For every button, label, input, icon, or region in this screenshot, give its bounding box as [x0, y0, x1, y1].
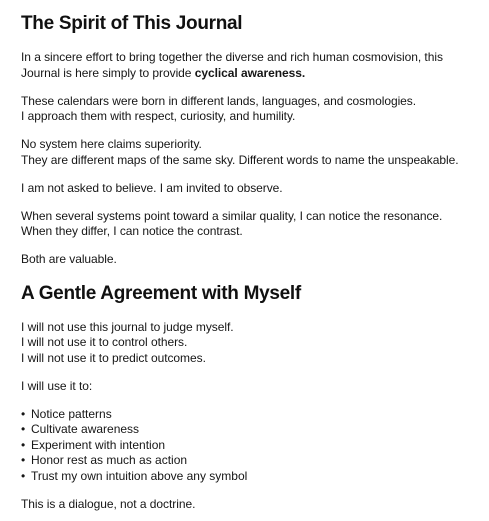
agreement-line-3: I will not use it to predict outcomes. [21, 350, 206, 365]
intro-line-2: Journal is here simply to provide cyclical awareness. [21, 65, 306, 80]
intro-bold-phrase: cyclical awareness. [194, 65, 306, 80]
superiority-paragraph [21, 137, 479, 168]
bullet-icon: • [21, 468, 26, 483]
observe-paragraph: I am not asked to believe. I am invited to observe. [21, 180, 283, 195]
intentions-list [21, 407, 479, 485]
calendars-line-1: These calendars were born in different lands, languages, and cosmologies. [21, 93, 417, 108]
resonance-paragraph [21, 209, 479, 240]
superiority-line-1: No system here claims superiority. [21, 137, 202, 151]
resonance-line-2: When they differ, I can notice the contrast. [21, 224, 243, 238]
section-title-agreement: A Gentle Agreement with Myself [21, 282, 301, 304]
bullet-icon: • [21, 437, 26, 452]
bullet-icon: • [21, 406, 26, 421]
resonance-line-1: When several systems point toward a similar quality, I can notice the resonance. [21, 208, 443, 223]
closing-line: This is a dialogue, not a doctrine. [21, 496, 196, 511]
agreement-line-2: I will not use it to control others. [21, 335, 188, 349]
calendars-line-2: I approach them with respect, curiosity, and humility. [21, 109, 296, 123]
intro-line-1: In a sincere effort to bring together the diverse and rich human cosmovision, this [21, 50, 443, 64]
list-item: • Notice patterns [21, 406, 112, 421]
agreement-paragraph [21, 320, 479, 367]
intro-paragraph [21, 50, 479, 81]
list-item: • Trust my own intuition above any symbol [21, 468, 248, 483]
valuable-paragraph: Both are valuable. [21, 252, 117, 266]
use-it-paragraph: I will use it to: [21, 378, 93, 393]
bullet-icon: • [21, 453, 26, 467]
section-title-spirit: The Spirit of This Journal [21, 13, 243, 34]
bullet-icon: • [21, 422, 26, 436]
list-item: • Experiment with intention [21, 437, 166, 452]
agreement-line-1: I will not use this journal to judge myself. [21, 319, 234, 334]
list-item: • Cultivate awareness [21, 422, 140, 436]
list-item: • Honor rest as much as action [21, 453, 188, 467]
superiority-line-2: They are different maps of the same sky. Different words to name the unspeakable. [21, 152, 459, 167]
calendars-paragraph [21, 94, 479, 125]
